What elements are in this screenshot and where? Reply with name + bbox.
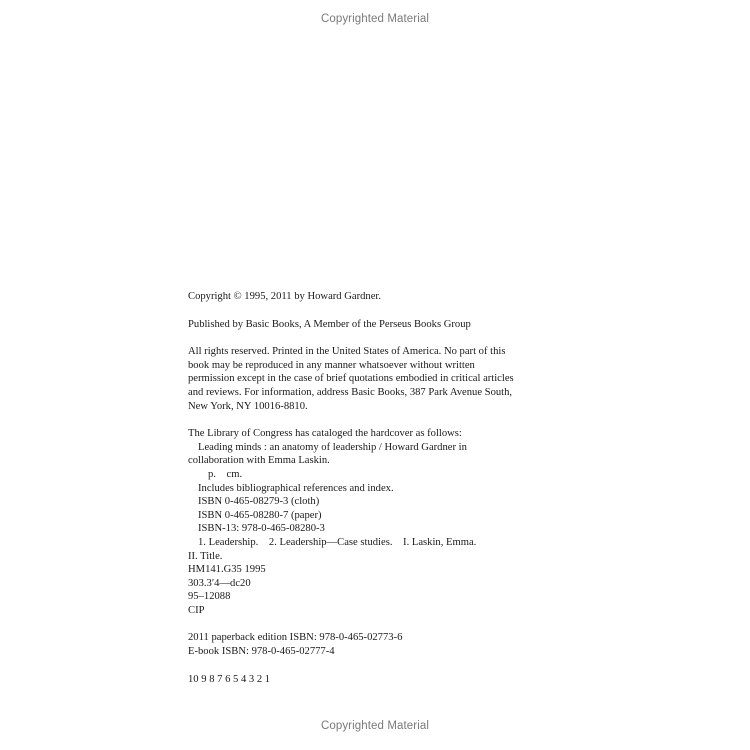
ebook-isbn: E-book ISBN: 978-0-465-02777-4 xyxy=(188,646,335,658)
rights-line: book may be reproduced in any manner whatsoever without written xyxy=(188,359,475,371)
call-number: HM141.G35 1995 xyxy=(188,564,266,576)
rights-line: and reviews. For information, address Basic Books, 387 Park Avenue South, xyxy=(188,386,513,398)
rights-line: permission except in the case of brief quotations embodied in critical articles xyxy=(188,373,514,385)
copyright-line: Copyright © 1995, 2011 by Howard Gardner. xyxy=(188,291,382,302)
subject-headings: 1. Leadership. 2. Leadership—Case studies. I. Laskin, Emma. xyxy=(198,536,477,548)
isbn-cloth: ISBN 0-465-08279-3 (cloth) xyxy=(198,496,320,508)
rights-statement xyxy=(188,345,518,413)
cataloging-data xyxy=(188,427,518,617)
isbn-13: ISBN-13: 978-0-465-08280-3 xyxy=(198,523,325,535)
cataloging-pcm: p. cm. xyxy=(208,468,243,480)
cataloging-note: Includes bibliographical references and index. xyxy=(198,482,394,494)
paperback-isbn: 2011 paperback edition ISBN: 978-0-465-02773-6 xyxy=(188,632,403,644)
watermark-bottom: Copyrighted Material xyxy=(320,720,430,732)
cataloging-intro: The Library of Congress has cataloged the hardcover as follows: xyxy=(188,428,462,440)
isbn-paper: ISBN 0-465-08280-7 (paper) xyxy=(198,509,322,521)
lccn: 95–12088 xyxy=(188,591,231,603)
title-heading: II. Title. xyxy=(188,550,223,562)
dewey-number: 303.3′4—dc20 xyxy=(188,577,251,589)
edition-isbns xyxy=(188,631,518,658)
copyright-page-text xyxy=(188,290,518,686)
rights-line: New York, NY 10016-8810. xyxy=(188,400,308,412)
publisher-line: Published by Basic Books, A Member of the Perseus Books Group xyxy=(188,318,471,330)
cataloging-title: Leading minds : an anatomy of leadership / Howard Gardner in xyxy=(198,441,467,453)
watermark-top: Copyrighted Material xyxy=(320,13,430,25)
printing-line: 10 9 8 7 6 5 4 3 2 1 xyxy=(188,673,271,685)
cataloging-title-continued: collaboration with Emma Laskin. xyxy=(188,455,330,467)
rights-line: All rights reserved. Printed in the United States of America. No part of this xyxy=(188,346,506,358)
cip-label: CIP xyxy=(188,604,205,616)
